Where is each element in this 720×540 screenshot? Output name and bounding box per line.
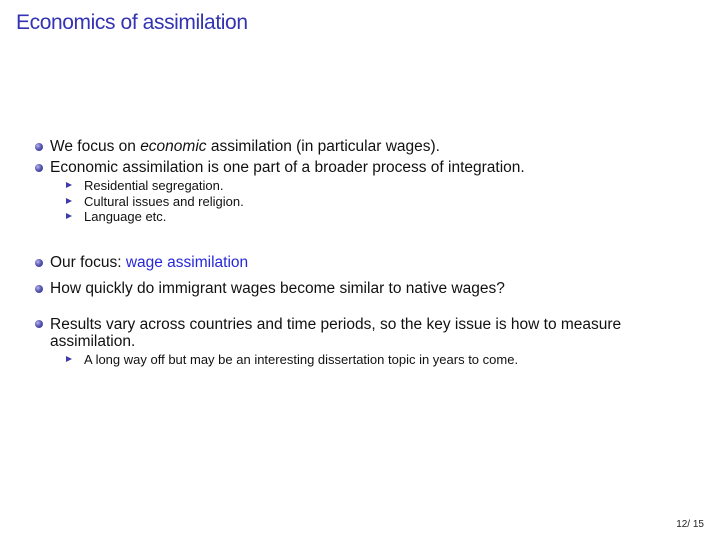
focus-label: Our focus: [50,254,122,271]
bullet-item: How quickly do immigrant wages become similar to native wages? [50,280,505,297]
subbullet-arrow-icon [66,356,72,362]
subbullet-item: Language etc. [84,209,167,224]
bullet-icon [35,285,43,293]
subbullet-arrow-icon [66,182,72,188]
bullet-icon [35,143,43,151]
subbullet-item: Residential segregation. [84,178,224,193]
subbullet-item: A long way off but may be an interesting dissertation topic in years to come. [84,352,519,367]
subbullet-arrow-icon [66,198,72,204]
bullet-item: Economic assimilation is one part of a broader process of integration. [50,159,525,176]
page-number: 12/ 15 [676,519,704,530]
bullet-icon [35,320,43,328]
bullet-text-pre: We focus on [50,138,141,155]
bullet-item [50,138,440,155]
bullet-text-post: assimilation (in particular wages). [206,138,440,155]
subbullet-arrow-icon [66,213,72,219]
bullet-item: Results vary across countries and time periods, so the key issue is how to measure assimilation. [50,316,622,350]
focus-highlight: wage assimilation [125,254,249,271]
bullet-text-em: economic [140,138,207,155]
bullet-item [50,254,248,271]
bullet-icon [35,259,43,267]
bullet-icon [35,164,43,172]
subbullet-item: Cultural issues and religion. [84,194,244,209]
slide-title: Economics of assimilation [16,11,248,34]
